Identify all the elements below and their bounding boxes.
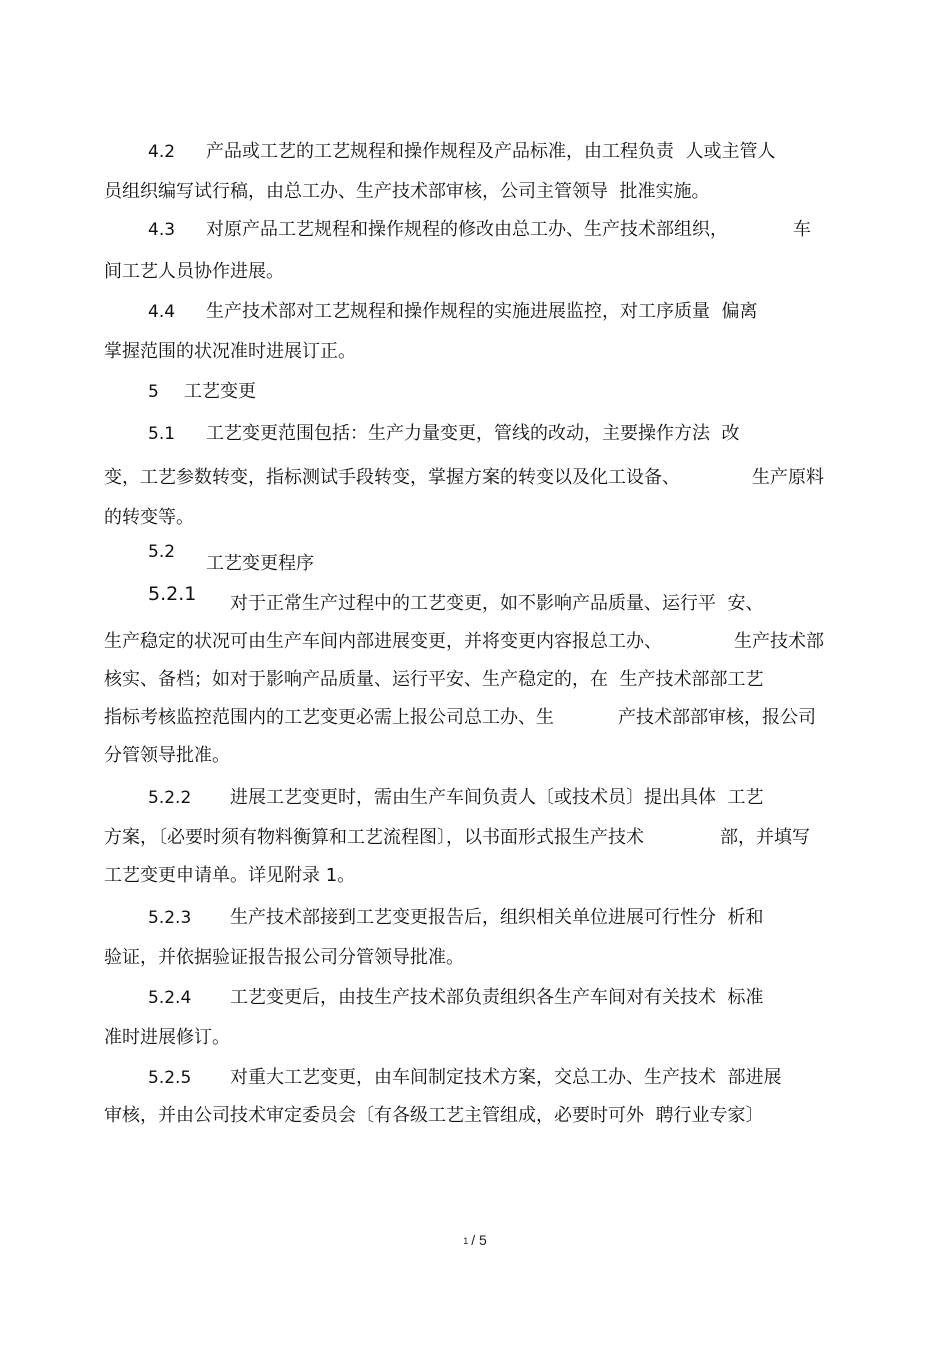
- section-number: 4.2: [148, 142, 176, 162]
- paragraph-line: 验证，并依据验证报告报公司分管领导批准。: [104, 947, 464, 968]
- section-number: 5.2.3: [148, 908, 192, 928]
- section-number: 5.2: [148, 542, 176, 562]
- paragraph-line: 掌握范围的状况准时进展订正。: [104, 341, 356, 362]
- paragraph-line: 对于正常生产过程中的工艺变更，如不影响产品质量、运行平 安、: [230, 593, 764, 614]
- paragraph-line: 核实、备档；如对于影响产品质量、运行平安、生产稳定的，在 生产技术部部工艺: [104, 669, 764, 690]
- paragraph-line: 生产技术部接到工艺变更报告后，组织相关单位进展可行性分 析和: [230, 907, 764, 928]
- paragraph-line: 方案，〔必要时须有物料衡算和工艺流程图〕，以书面形式报生产技术: [104, 827, 644, 848]
- section-number: 5.2.4: [148, 988, 192, 1008]
- section-number: 5: [148, 382, 159, 402]
- page-separator: /: [471, 1232, 476, 1248]
- section-number: 5.2.5: [148, 1068, 192, 1088]
- paragraph-line: 车: [793, 219, 811, 240]
- paragraph-line: 的转变等。: [104, 507, 194, 528]
- paragraph-line: 指标考核监控范围内的工艺变更必需上报公司总工办、生: [104, 707, 554, 728]
- paragraph-line: 间工艺人员协作进展。: [104, 261, 284, 282]
- paragraph-line: 对重大工艺变更，由车间制定技术方案，交总工办、生产技术 部进展: [230, 1067, 782, 1088]
- paragraph-line: 生产技术部: [734, 631, 824, 652]
- section-number: 5.2.2: [148, 788, 192, 808]
- page-current: 1: [463, 1236, 469, 1247]
- page-total: 5: [479, 1232, 487, 1248]
- section-number: 5.1: [148, 424, 176, 444]
- paragraph-line: 审核，并由公司技术审定委员会〔有各级工艺主管组成，必要时可外 聘行业专家〕: [104, 1105, 764, 1126]
- page-number: [0, 1232, 950, 1248]
- paragraph-line: 生产稳定的状况可由生产车间内部进展变更，并将变更内容报总工办、: [104, 631, 662, 652]
- paragraph-line: 工艺变更申请单。详见附录 1。: [104, 865, 356, 886]
- paragraph-line: 生产原料: [752, 467, 824, 488]
- paragraph-line: 对原产品工艺规程和操作规程的修改由总工办、生产技术部组织，: [206, 219, 728, 240]
- paragraph-line: 工艺变更后，由技生产技术部负责组织各生产车间对有关技术 标准: [230, 987, 764, 1008]
- section-number: 4.4: [148, 302, 176, 322]
- paragraph-line: 产品或工艺的工艺规程和操作规程及产品标准，由工程负责 人或主管人: [206, 141, 776, 162]
- section-heading: 工艺变更: [184, 381, 256, 402]
- paragraph-line: 员组织编写试行稿，由总工办、生产技术部审核，公司主管领导 批准实施。: [104, 181, 710, 202]
- paragraph-line: 进展工艺变更时，需由生产车间负责人〔或技术员〕提出具体 工艺: [230, 787, 764, 808]
- paragraph-line: 生产技术部对工艺规程和操作规程的实施进展监控，对工序质量 偏离: [206, 301, 758, 322]
- paragraph-line: 变，工艺参数转变，指标测试手段转变，掌握方案的转变以及化工设备、: [104, 467, 680, 488]
- section-number: 5.2.1: [148, 583, 197, 605]
- paragraph-line: 部，并填写: [720, 827, 810, 848]
- paragraph-line: 分管领导批准。: [104, 745, 230, 766]
- paragraph-line: 工艺变更范围包括：生产力量变更，管线的改动，主要操作方法 改: [206, 423, 740, 444]
- paragraph-line: 产技术部部审核，报公司: [618, 707, 816, 728]
- section-heading: 工艺变更程序: [206, 553, 314, 574]
- paragraph-line: 准时进展修订。: [104, 1027, 230, 1048]
- section-number: 4.3: [148, 220, 176, 240]
